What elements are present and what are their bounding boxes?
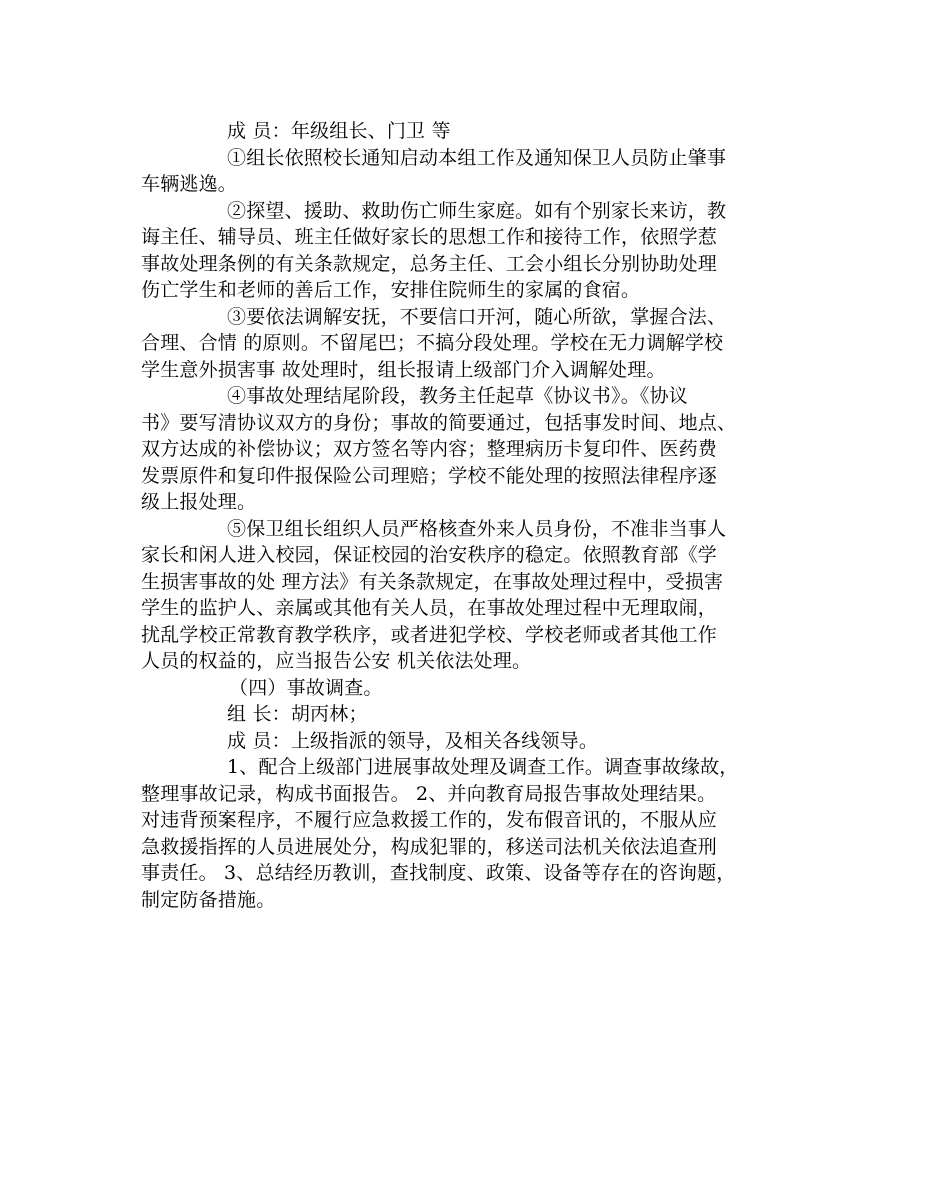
text-line: 发票原件和复印件报保险公司理赔；学校不能处理的按照法律程序逐 <box>141 464 718 487</box>
text-line: 伤亡学生和老师的善后工作，安排住院师生的家属的食宿。 <box>141 279 641 301</box>
text-line: 组 长：胡丙林； <box>227 703 368 725</box>
text-line: 制定防备措施。 <box>141 888 276 911</box>
text-line: 对违背预案程序，不履行应急救援工作的，发布假音讯的，不服从应 <box>141 809 718 831</box>
document-body <box>141 118 821 913</box>
text-line: ②探望、援助、救助伤亡师生家庭。如有个别家长来访，教 <box>227 199 727 222</box>
text-line: 成 员：上级指派的领导，及相关各线领导。 <box>227 729 599 752</box>
text-line: 人员的权益的，应当报告公安 机关依法处理。 <box>141 650 532 672</box>
text-line: ③要依法调解安抚，不要信口开河，随心所欲，掌握合法、 <box>227 305 727 328</box>
text-line: 事故处理条例的有关条款规定，总务主任、工会小组长分别协助处理 <box>141 252 718 275</box>
text-line: ④事故处理结尾阶段，教务主任起草《协议书》。《协议 <box>227 385 689 407</box>
text-line: 1、配合上级部门进展事故处理及调查工作。调查事故缘故， <box>227 756 739 778</box>
text-line: 学生的监护人、亲属或其他有关人员，在事故处理过程中无理取闹， <box>141 597 718 619</box>
text-line: 整理事故记录，构成书面报告。 2、并向教育局报告事故处理结果。 <box>141 782 717 805</box>
text-line: 合理、合情 的原则。不留尾巴；不搞分段处理。学校在无力调解学校 <box>141 332 724 354</box>
text-line: 学生意外损害事 故处理时，组长报请上级部门介入调解处理。 <box>141 358 666 381</box>
text-line: 成 员：年级组长、门卫 等 <box>227 120 451 142</box>
text-line: 双方达成的补偿协议；双方签名等内容；整理病历卡复印件、医药费 <box>141 438 718 460</box>
text-line: 生损害事故的处 理方法》有关条款规定，在事故处理过程中，受损害 <box>141 570 724 593</box>
text-line: 家长和闲人进入校园，保证校园的治安秩序的稳定。依照教育部《学 <box>141 544 718 566</box>
text-line: 事责任。 3、总结经历教训，查找制度、政策、设备等存在的咨询题， <box>141 862 736 884</box>
text-line: 级上报处理。 <box>141 491 257 513</box>
text-line: ①组长依照校长通知启动本组工作及通知保卫人员防止肇事 <box>227 146 727 169</box>
text-line: 扰乱学校正常教育教学秩序，或者进犯学校、学校老师或者其他工作 <box>141 623 718 646</box>
text-line: 急救援指挥的人员进展处分，构成犯罪的，移送司法机关依法追查刑 <box>141 835 718 858</box>
text-line: ⑤保卫组长组织人员严格核查外来人员身份，不准非当事人 <box>227 517 727 540</box>
text-line: 书》要写清协议双方的身份；事故的简要通过，包括事发时间、地点、 <box>141 411 737 434</box>
text-line: 诲主任、辅导员、班主任做好家长的思想工作和接待工作，依照学惹 <box>141 226 718 248</box>
section-heading: （四）事故调查。 <box>229 676 383 699</box>
text-line: 车辆逃逸。 <box>141 173 238 195</box>
